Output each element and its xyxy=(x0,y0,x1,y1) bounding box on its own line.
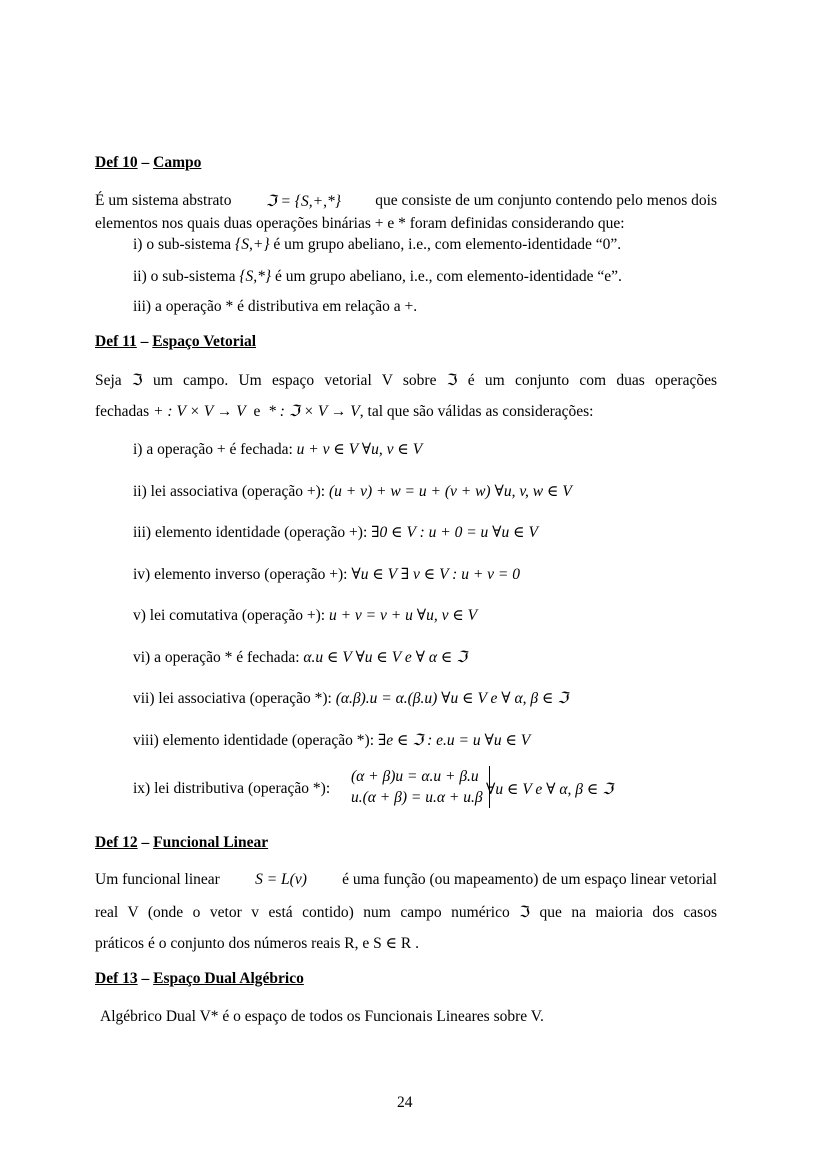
def10-item-1-formula: {S,+} xyxy=(235,236,270,253)
def11-number: Def 11 xyxy=(95,333,137,350)
def11-item-8 xyxy=(133,731,530,750)
def11-line2-a: fechadas xyxy=(95,403,150,420)
def11-item-4-label: iv) elemento inverso (operação +): xyxy=(133,566,348,583)
def11-item-5 xyxy=(133,606,477,625)
def10-heading xyxy=(95,154,201,172)
def11-item-6-label: vi) a operação * é fechada: xyxy=(133,649,300,666)
def11-item-3-formula: ∃0 ∈ V : u + 0 = u ∀u ∈ V xyxy=(371,524,538,541)
def11-item-2-label: ii) lei associativa (operação +): xyxy=(133,483,326,500)
def11-line2-formula2: * : ℑ × V → V xyxy=(268,403,360,420)
def11-dash: – xyxy=(136,333,153,350)
def12-line3: práticos é o conjunto dos números reais R, e S ∈ R . xyxy=(95,935,420,952)
def12-line1-a: Um funcional linear xyxy=(95,871,220,888)
def11-item-2-formula: (u + v) + w = u + (v + w) ∀u, v, w ∈ V xyxy=(328,483,572,500)
def11-heading xyxy=(95,333,256,351)
def10-intro-text-a: É um sistema abstrato xyxy=(95,192,232,209)
def11-item-9-eq2: u.(α + β) = u.α + u.β xyxy=(351,789,483,806)
def11-item-7-label: vii) lei associativa (operação *): xyxy=(133,690,332,707)
def11-item-3-label: iii) elemento identidade (operação +): xyxy=(133,524,368,541)
def11-item-7-formula: (α.β).u = α.(β.u) ∀u ∈ V e ∀ α, β ∈ ℑ xyxy=(335,690,569,707)
def11-item-4 xyxy=(133,565,520,584)
def11-item-2 xyxy=(133,482,572,501)
def13-heading xyxy=(95,970,304,988)
def11-item-1-label: i) a operação + é fechada: xyxy=(133,441,293,458)
def12-line1-b: é uma função (ou mapeamento) de um espaço linear vetorial xyxy=(342,871,717,888)
def10-item-2-pre: ii) o sub-sistema xyxy=(133,268,236,285)
page-number: 24 xyxy=(397,1094,413,1111)
def10-item-1-post: é um grupo abeliano, i.e., com elemento-identidade “0”. xyxy=(273,236,622,253)
def11-line2-formula1: + : V × V → V xyxy=(153,403,246,420)
def11-item-4-formula: ∀u ∈ V ∃ v ∈ V : u + v = 0 xyxy=(351,566,521,583)
def11-item-8-formula: ∃e ∈ ℑ : e.u = u ∀u ∈ V xyxy=(377,732,531,749)
def11-item-8-label: viii) elemento identidade (operação *): xyxy=(133,732,375,749)
def12-title: Funcional Linear xyxy=(153,834,269,851)
def11-item-3 xyxy=(133,523,538,542)
def12-heading xyxy=(95,834,268,852)
def10-title: Campo xyxy=(153,154,202,171)
def11-item-5-label: v) lei comutativa (operação +): xyxy=(133,607,326,624)
def11-line2 xyxy=(95,402,593,421)
def11-title: Espaço Vetorial xyxy=(152,333,257,350)
def12-line1 xyxy=(95,871,717,889)
def10-item-2-post: é um grupo abeliano, i.e., com elemento-identidade “e”. xyxy=(275,268,622,285)
def10-intro-line2: elementos nos quais duas operações binárias + e * foram definidas considerando que: xyxy=(95,215,625,232)
def11-item-9-label: ix) lei distributiva (operação *): xyxy=(133,780,331,797)
def10-item-1 xyxy=(133,236,621,254)
def12-line1-formula: S = L(v) xyxy=(255,871,307,888)
def11-item-9-eq1: (α + β)u = α.u + β.u xyxy=(351,768,479,785)
def12-dash: – xyxy=(137,834,154,851)
def10-intro-formula: ℑ = {S,+,*} xyxy=(265,193,341,210)
def11-item-5-formula: u + v = v + u ∀u, v ∈ V xyxy=(328,607,478,624)
def10-dash: – xyxy=(137,154,154,171)
def11-item-1 xyxy=(133,440,422,459)
def13-dash: – xyxy=(137,970,154,987)
def12-number: Def 12 xyxy=(95,834,138,851)
def11-line2-b: , tal que são válidas as considerações: xyxy=(359,403,594,420)
def11-item-7 xyxy=(133,689,568,708)
def10-item-3: iii) a operação * é distributiva em relação a +. xyxy=(133,298,418,315)
def10-number: Def 10 xyxy=(95,154,138,171)
def10-item-1-pre: i) o sub-sistema xyxy=(133,236,232,253)
def13-number: Def 13 xyxy=(95,970,138,987)
def11-item-9-condition: ∀u ∈ V e ∀ α, β ∈ ℑ xyxy=(486,781,614,798)
def11-line2-e: e xyxy=(253,403,261,420)
def10-intro-text-b: que consiste de um conjunto contendo pelo menos dois xyxy=(375,192,717,209)
def10-item-2-formula: {S,*} xyxy=(239,268,272,285)
def10-intro-line1 xyxy=(95,192,717,211)
def11-item-6-formula: α.u ∈ V ∀u ∈ V e ∀ α ∈ ℑ xyxy=(303,649,467,666)
def13-title: Espaço Dual Algébrico xyxy=(153,970,304,987)
def11-item-6 xyxy=(133,648,467,667)
def12-line2: real V (onde o vetor v está contido) num campo numérico ℑ que na maioria dos casos xyxy=(95,904,717,921)
def13-text: Algébrico Dual V* é o espaço de todos os Funcionais Lineares sobre V. xyxy=(100,1008,544,1025)
def11-item-1-formula: u + v ∈ V ∀u, v ∈ V xyxy=(296,441,423,458)
def11-line1: Seja ℑ um campo. Um espaço vetorial V sobre ℑ é um conjunto com duas operações xyxy=(95,372,717,389)
def11-item-9-equations xyxy=(351,766,490,808)
def10-item-2 xyxy=(133,268,622,286)
